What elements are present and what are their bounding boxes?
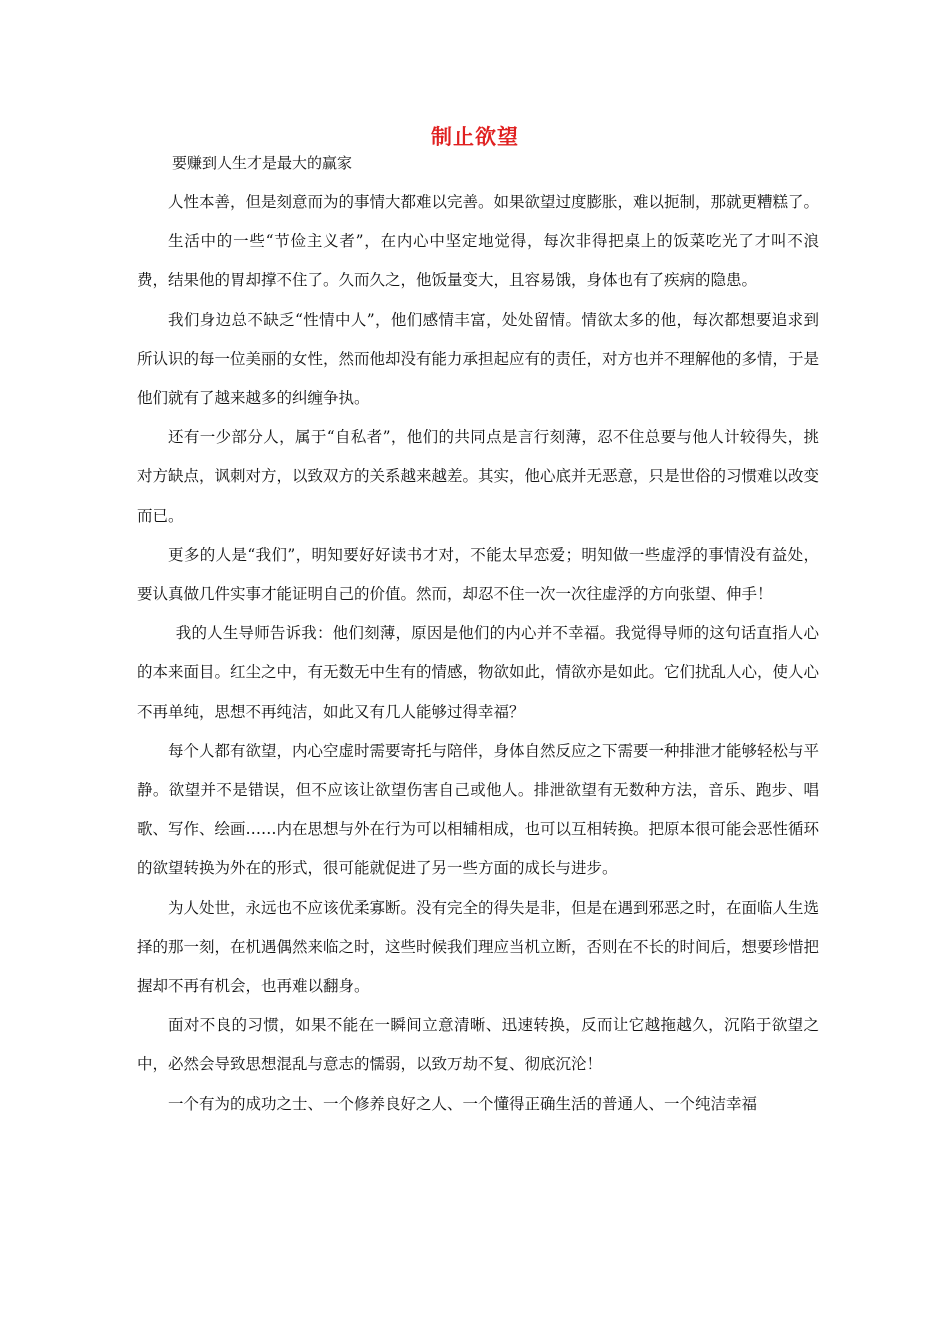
- paragraph: 我的人生导师告诉我：他们刻薄，原因是他们的内心并不幸福。我觉得导师的这句话直指人心的本来面目。红尘之中，有无数无中生有的情感，物欲如此，情欲亦是如此。它们扰乱人心，使人心不再单纯，思想不再纯洁，如此又有几人能够过得幸福？: [137, 624, 820, 721]
- document-subtitle: 要赚到人生才是最大的赢家: [172, 154, 353, 172]
- paragraph: 面对不良的习惯，如果不能在一瞬间立意清晰、迅速转换，反而让它越拖越久，沉陷于欲望之中，必然会导致思想混乱与意志的懦弱，以致万劫不复、彻底沉沦！: [137, 1016, 819, 1074]
- paragraph: 我们身边总不缺乏“性情中人”，他们感情丰富，处处留情。情欲太多的他，每次都想要追求到所认识的每一位美丽的女性，然而他却没有能力承担起应有的责任，对方也并不理解他的多情，于是他们就有了越来越多的纠缠争执。: [137, 310, 820, 408]
- document-body: [137, 183, 819, 1124]
- paragraph: 为人处世，永远也不应该优柔寡断。没有完全的得失是非，但是在遇到邪恶之时，在面临人生选择的那一刻，在机遇偶然来临之时，这些时候我们理应当机立断，否则在不长的时间后，想要珍惜把握却不再有机会，也再难以翻身。: [137, 898, 820, 996]
- paragraph: 更多的人是“我们”，明知要好好读书才对，不能太早恋爱；明知做一些虚浮的事情没有益处，要认真做几件实事才能证明自己的价值。然而，却忍不住一次一次往虚浮的方向张望、伸手！: [137, 545, 819, 604]
- paragraph: 人性本善，但是刻意而为的事情大都难以完善。如果欲望过度膨胀，难以扼制，那就更糟糕了。: [168, 193, 820, 211]
- paragraph: 还有一少部分人，属于“自私者”，他们的共同点是言行刻薄，忍不住总要与他人计较得失，挑对方缺点，讽刺对方，以致双方的关系越来越差。其实，他心底并无恶意，只是世俗的习惯难以改变而已。: [137, 428, 820, 525]
- paragraph: 每个人都有欲望，内心空虚时需要寄托与陪伴，身体自然反应之下需要一种排泄才能够轻松与平静。欲望并不是错误，但不应该让欲望伤害自己或他人。排泄欲望有无数种方法，音乐、跑步、唱歌、写作、绘画……内在思想与外在行为可以相辅相成，也可以互相转换。把原本很可能会恶性循环的欲望转换为外在的形式，很可能就促进了另一些方面的成长与进步。: [137, 741, 820, 878]
- paragraph: 生活中的一些“节俭主义者”，在内心中坚定地觉得，每次非得把桌上的饭菜吃光了才叫不浪费，结果他的胃却撑不住了。久而久之，他饭量变大，且容易饿，身体也有了疾病的隐患。: [137, 232, 819, 290]
- paragraph: 一个有为的成功之士、一个修养良好之人、一个懂得正确生活的普通人、一个纯洁幸福: [168, 1094, 758, 1113]
- document-title: 制止欲望: [431, 125, 519, 149]
